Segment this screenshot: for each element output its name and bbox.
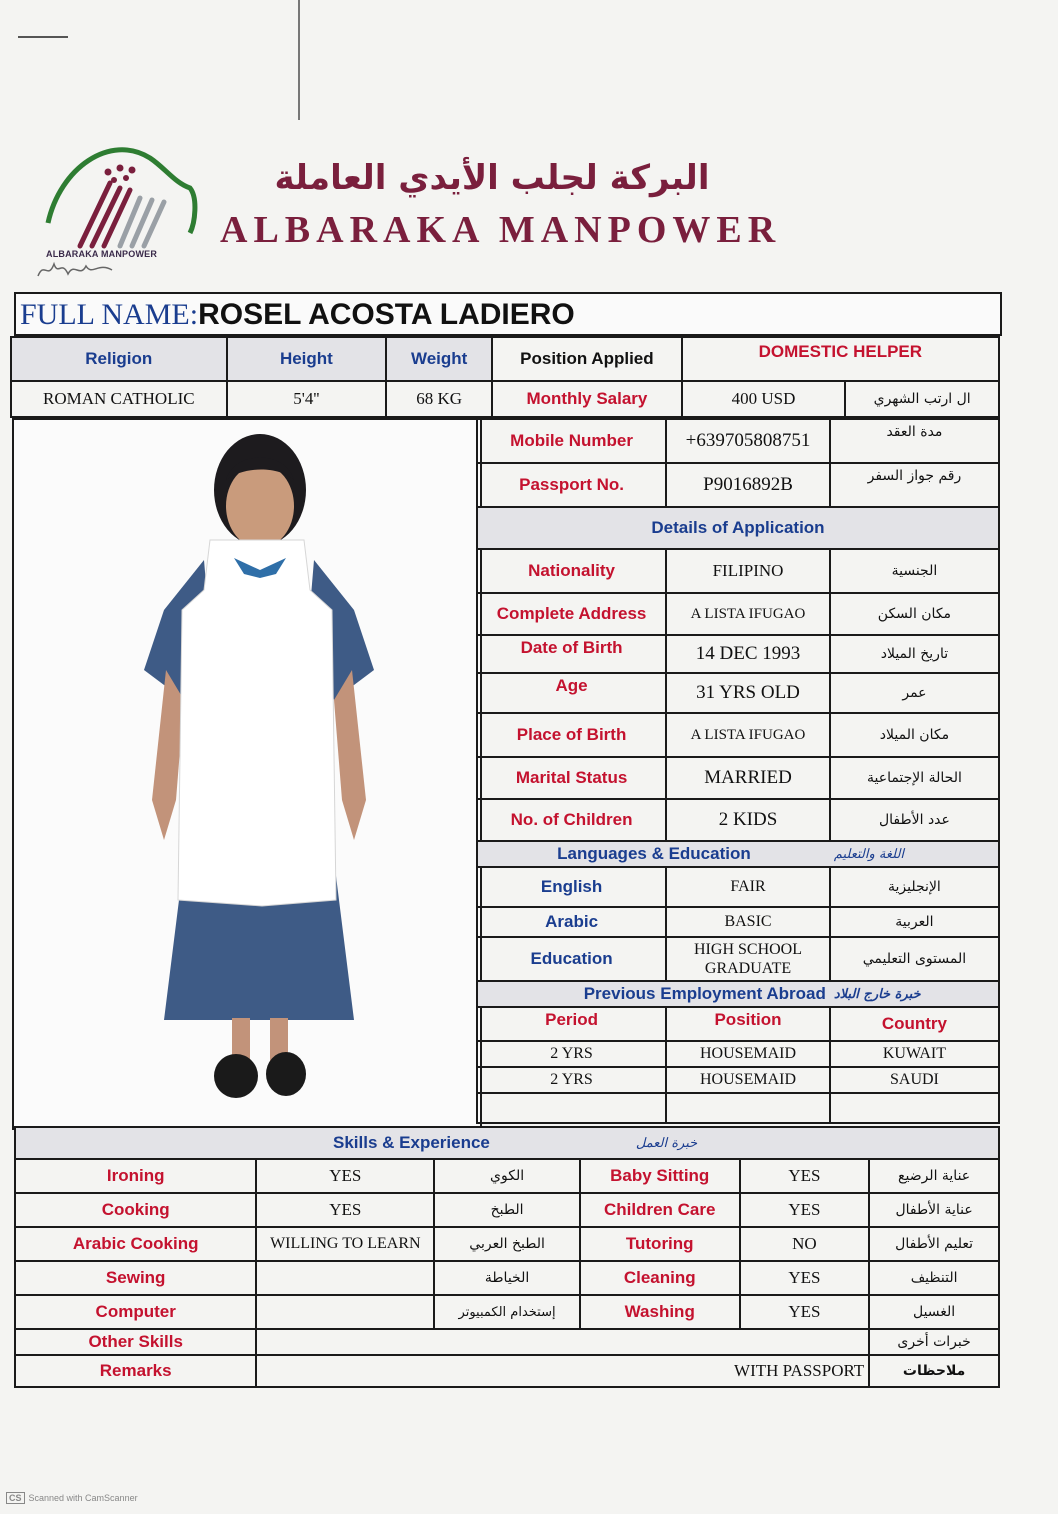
children-label: No. of Children bbox=[477, 799, 666, 841]
employment-row-2-period: 2 YRS bbox=[477, 1067, 666, 1093]
skill-ironing-ar: الكوي bbox=[434, 1159, 580, 1193]
employment-row-1-period: 2 YRS bbox=[477, 1041, 666, 1067]
religion-label: Religion bbox=[11, 337, 227, 381]
logo-caption: ALBARAKA MANPOWER bbox=[46, 249, 158, 259]
pob-ar: مكان الميلاد bbox=[830, 713, 999, 757]
skill-computer-label: Computer bbox=[15, 1295, 256, 1329]
weight-label: Weight bbox=[386, 337, 492, 381]
remarks-ar: ملاحظات bbox=[869, 1355, 999, 1387]
full-name-value: ROSEL ACOSTA LADIERO bbox=[198, 298, 575, 331]
skill-arabic-cooking-label: Arabic Cooking bbox=[15, 1227, 256, 1261]
children-value: 2 KIDS bbox=[666, 799, 830, 841]
skill-sewing-label: Sewing bbox=[15, 1261, 256, 1295]
skill-cooking-value: YES bbox=[256, 1193, 434, 1227]
scan-artifact bbox=[18, 36, 68, 38]
other-skills-ar: خبرات أخرى bbox=[869, 1329, 999, 1355]
dob-value: 14 DEC 1993 bbox=[666, 635, 830, 673]
period-header: Period bbox=[477, 1007, 666, 1041]
skill-arabic-cooking-value: WILLING TO LEARN bbox=[256, 1227, 434, 1261]
skill-children-care-value: YES bbox=[740, 1193, 870, 1227]
brand-arabic: البركة لجلب الأيدي العاملة bbox=[274, 158, 710, 198]
english-ar: الإنجليزية bbox=[830, 867, 999, 907]
scanner-watermark: CS Scanned with CamScanner bbox=[6, 1492, 138, 1504]
employment-row-1-country: KUWAIT bbox=[830, 1041, 999, 1067]
english-value: FAIR bbox=[666, 867, 830, 907]
brand-english: ALBARAKA MANPOWER bbox=[220, 209, 782, 251]
languages-section-title-ar: اللغة والتعليم bbox=[830, 841, 999, 867]
weight-value: 68 KG bbox=[386, 381, 492, 417]
skill-computer-ar: إستخدام الكمبيوتر bbox=[434, 1295, 580, 1329]
skills-section-title-ar: خبرة العمل bbox=[580, 1127, 999, 1159]
skill-baby-sitting-ar: عناية الرضيع bbox=[869, 1159, 999, 1193]
skill-children-care-ar: عناية الأطفال bbox=[869, 1193, 999, 1227]
details-table bbox=[476, 418, 1000, 1124]
employment-row-2-country: SAUDI bbox=[830, 1067, 999, 1093]
skill-cooking-label: Cooking bbox=[15, 1193, 256, 1227]
employment-section-title-ar: خبرة خارج البلاد bbox=[830, 981, 999, 1007]
passport-ar: رقم جواز السفر bbox=[830, 463, 999, 507]
skill-computer-value bbox=[256, 1295, 434, 1329]
religion-value: ROMAN CATHOLIC bbox=[11, 381, 227, 417]
scan-artifact bbox=[298, 0, 300, 120]
nationality-value: FILIPINO bbox=[666, 549, 830, 593]
position-applied-label: Position Applied bbox=[492, 337, 682, 381]
details-section-title: Details of Application bbox=[477, 507, 999, 549]
mobile-value: +639705808751 bbox=[666, 419, 830, 463]
other-skills-value bbox=[256, 1329, 869, 1355]
marital-ar: الحالة الإجتماعية bbox=[830, 757, 999, 799]
employment-row-2-position: HOUSEMAID bbox=[666, 1067, 830, 1093]
top-info-table bbox=[10, 336, 1000, 418]
pob-value: A LISTA IFUGAO bbox=[666, 713, 830, 757]
skill-children-care-label: Children Care bbox=[580, 1193, 740, 1227]
skill-tutoring-label: Tutoring bbox=[580, 1227, 740, 1261]
arabic-ar: العربية bbox=[830, 907, 999, 937]
employment-empty-cell bbox=[666, 1093, 830, 1123]
address-value: A LISTA IFUGAO bbox=[666, 593, 830, 635]
children-ar: عدد الأطفال bbox=[830, 799, 999, 841]
camscanner-icon: CS bbox=[6, 1492, 25, 1504]
skill-tutoring-ar: تعليم الأطفال bbox=[869, 1227, 999, 1261]
height-value: 5'4'' bbox=[227, 381, 387, 417]
skill-cleaning-ar: التنظيف bbox=[869, 1261, 999, 1295]
skill-tutoring-value: NO bbox=[740, 1227, 870, 1261]
country-header: Country bbox=[830, 1007, 999, 1041]
monthly-salary-label: Monthly Salary bbox=[492, 381, 682, 417]
passport-label: Passport No. bbox=[477, 463, 666, 507]
employment-section-title: Previous Employment Abroad bbox=[477, 981, 830, 1007]
pob-label: Place of Birth bbox=[477, 713, 666, 757]
remarks-value: WITH PASSPORT bbox=[256, 1355, 869, 1387]
employment-empty-cell bbox=[830, 1093, 999, 1123]
skill-sewing-value bbox=[256, 1261, 434, 1295]
other-skills-label: Other Skills bbox=[15, 1329, 256, 1355]
english-label: English bbox=[477, 867, 666, 907]
marital-label: Marital Status bbox=[477, 757, 666, 799]
skill-cooking-ar: الطبخ bbox=[434, 1193, 580, 1227]
employment-row-1-position: HOUSEMAID bbox=[666, 1041, 830, 1067]
dob-label: Date of Birth bbox=[477, 635, 666, 673]
albaraka-logo bbox=[40, 128, 200, 268]
monthly-salary-ar: ال ارتب الشهري bbox=[845, 381, 999, 417]
skill-ironing-label: Ironing bbox=[15, 1159, 256, 1193]
signature-mark bbox=[36, 256, 116, 287]
skill-washing-ar: الغسيل bbox=[869, 1295, 999, 1329]
skill-sewing-ar: الخياطة bbox=[434, 1261, 580, 1295]
skill-washing-value: YES bbox=[740, 1295, 870, 1329]
skill-washing-label: Washing bbox=[580, 1295, 740, 1329]
languages-section-title: Languages & Education bbox=[477, 841, 830, 867]
skill-arabic-cooking-ar: الطبخ العربي bbox=[434, 1227, 580, 1261]
skills-section-title: Skills & Experience bbox=[15, 1127, 580, 1159]
nationality-label: Nationality bbox=[477, 549, 666, 593]
full-name-label: FULL NAME:ROSEL ACOSTA LADIERO bbox=[20, 298, 575, 331]
address-label: Complete Address bbox=[477, 593, 666, 635]
education-value: HIGH SCHOOL GRADUATE bbox=[666, 937, 830, 981]
monthly-salary-value: 400 USD bbox=[682, 381, 846, 417]
remarks-label: Remarks bbox=[15, 1355, 256, 1387]
mobile-ar: مدة العقد bbox=[830, 419, 999, 463]
age-label: Age bbox=[477, 673, 666, 713]
full-name-bar bbox=[14, 292, 1002, 336]
skill-cleaning-label: Cleaning bbox=[580, 1261, 740, 1295]
education-ar: المستوى التعليمي bbox=[830, 937, 999, 981]
skill-baby-sitting-label: Baby Sitting bbox=[580, 1159, 740, 1193]
employment-empty-cell bbox=[477, 1093, 666, 1123]
skill-cleaning-value: YES bbox=[740, 1261, 870, 1295]
skill-baby-sitting-value: YES bbox=[740, 1159, 870, 1193]
candidate-photo bbox=[12, 418, 482, 1130]
passport-value: P9016892B bbox=[666, 463, 830, 507]
dob-ar: تاريخ الميلاد bbox=[830, 635, 999, 673]
address-ar: مكان السكن bbox=[830, 593, 999, 635]
arabic-value: BASIC bbox=[666, 907, 830, 937]
position-header: Position bbox=[666, 1007, 830, 1041]
age-value: 31 YRS OLD bbox=[666, 673, 830, 713]
education-label: Education bbox=[477, 937, 666, 981]
skills-table bbox=[14, 1126, 1000, 1388]
mobile-label: Mobile Number bbox=[477, 419, 666, 463]
arabic-label: Arabic bbox=[477, 907, 666, 937]
nationality-ar: الجنسية bbox=[830, 549, 999, 593]
marital-value: MARRIED bbox=[666, 757, 830, 799]
skill-ironing-value: YES bbox=[256, 1159, 434, 1193]
height-label: Height bbox=[227, 337, 387, 381]
age-ar: عمر bbox=[830, 673, 999, 713]
position-applied-value: DOMESTIC HELPER bbox=[682, 337, 999, 381]
